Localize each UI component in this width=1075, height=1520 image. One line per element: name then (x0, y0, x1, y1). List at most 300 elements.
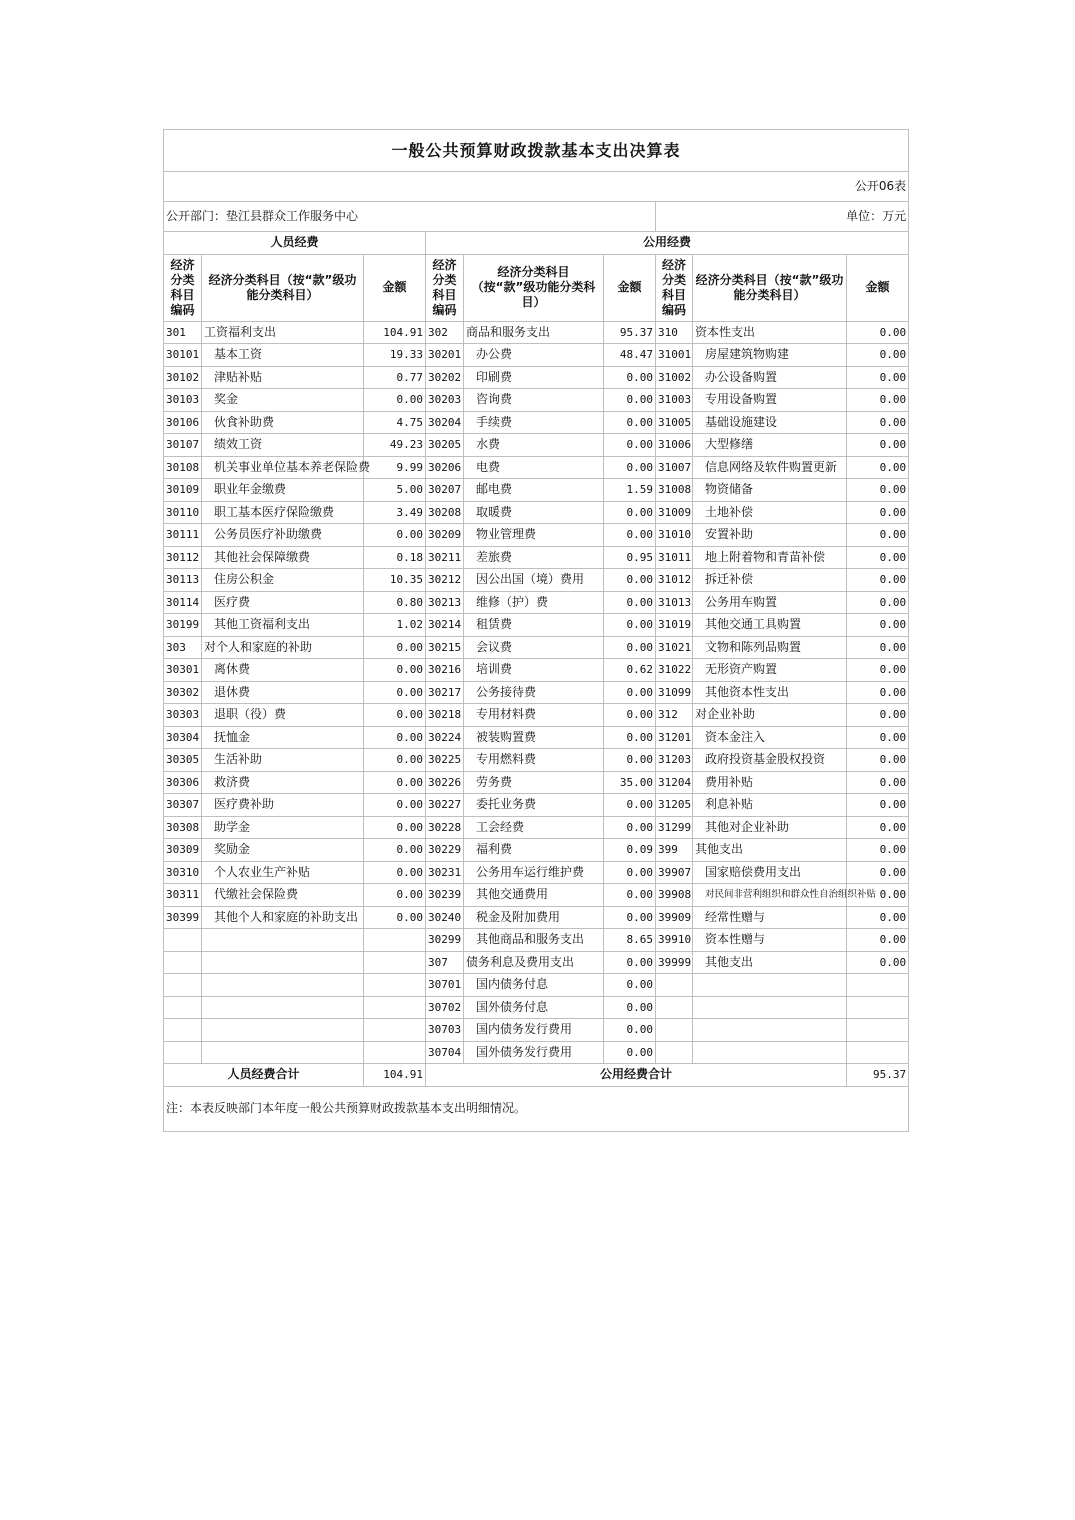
table-cell-code-personnel: 30102 (164, 366, 202, 389)
table-row (164, 726, 909, 749)
table-cell-name-public: 国内债务发行费用 (464, 1019, 604, 1042)
table-cell-amount-public: 0.00 (604, 951, 656, 974)
public-total-value: 95.37 (847, 1064, 909, 1087)
table-cell-code-public: 30217 (426, 681, 464, 704)
table-cell-code-personnel (164, 996, 202, 1019)
table-cell-amount-personnel: 0.77 (364, 366, 426, 389)
table-row (164, 321, 909, 344)
header-code-1: 经济分类科目编码 (164, 254, 202, 321)
table-cell-code-personnel: 30106 (164, 411, 202, 434)
table-cell-code-capital: 31205 (656, 794, 693, 817)
table-cell-code-public: 30207 (426, 479, 464, 502)
table-cell-amount-capital: 0.00 (847, 951, 909, 974)
table-cell-amount-public: 0.00 (604, 884, 656, 907)
table-cell-name-public: 物业管理费 (464, 524, 604, 547)
table-row (164, 861, 909, 884)
table-cell-name-public: 劳务费 (464, 771, 604, 794)
table-cell-amount-public: 8.65 (604, 929, 656, 952)
table-cell-code-personnel: 30109 (164, 479, 202, 502)
table-cell-name-public: 委托业务费 (464, 794, 604, 817)
table-cell-amount-personnel: 0.18 (364, 546, 426, 569)
header-code-2: 经济分类科目编码 (426, 254, 464, 321)
table-cell-amount-public: 0.00 (604, 1019, 656, 1042)
table-cell-name-capital: 其他交通工具购置 (693, 614, 847, 637)
table-cell-amount-capital: 0.00 (847, 479, 909, 502)
table-row (164, 389, 909, 412)
table-cell-name-capital: 拆迁补偿 (693, 569, 847, 592)
table-cell-amount-public: 0.00 (604, 434, 656, 457)
table-cell-amount-public: 0.00 (604, 974, 656, 997)
table-cell-code-capital: 312 (656, 704, 693, 727)
table-cell-code-public: 30224 (426, 726, 464, 749)
table-cell-code-public: 30201 (426, 344, 464, 367)
table-cell-code-public: 30209 (426, 524, 464, 547)
table-cell-amount-personnel: 0.00 (364, 906, 426, 929)
table-cell-name-capital (693, 974, 847, 997)
table-cell-name-capital: 其他资本性支出 (693, 681, 847, 704)
header-name-1: 经济分类科目（按“款”级功能分类科目） (202, 254, 364, 321)
table-cell-code-capital: 31010 (656, 524, 693, 547)
table-cell-amount-capital: 0.00 (847, 884, 909, 907)
table-cell-name-public: 邮电费 (464, 479, 604, 502)
table-cell-name-personnel: 机关事业单位基本养老保险费 (202, 456, 364, 479)
table-cell-name-public: 其他商品和服务支出 (464, 929, 604, 952)
table-row (164, 884, 909, 907)
table-cell-code-personnel: 30101 (164, 344, 202, 367)
table-cell-amount-public: 0.00 (604, 366, 656, 389)
table-cell-code-personnel: 30305 (164, 749, 202, 772)
table-title: 一般公共预算财政拨款基本支出决算表 (164, 130, 909, 172)
table-cell-amount-public: 0.00 (604, 501, 656, 524)
table-cell-amount-personnel (364, 974, 426, 997)
table-cell-amount-public: 48.47 (604, 344, 656, 367)
table-cell-code-capital: 31019 (656, 614, 693, 637)
table-row (164, 569, 909, 592)
table-cell-name-public: 国内债务付息 (464, 974, 604, 997)
table-cell-code-personnel: 30107 (164, 434, 202, 457)
table-cell-name-public: 维修（护）费 (464, 591, 604, 614)
table-cell-amount-public: 0.00 (604, 1041, 656, 1064)
table-cell-code-public: 30702 (426, 996, 464, 1019)
table-cell-code-capital (656, 1019, 693, 1042)
table-cell-code-personnel: 30301 (164, 659, 202, 682)
table-cell-amount-public: 0.00 (604, 794, 656, 817)
table-cell-name-personnel (202, 929, 364, 952)
table-cell-code-capital: 31008 (656, 479, 693, 502)
table-cell-code-capital: 31099 (656, 681, 693, 704)
table-cell-amount-public: 0.00 (604, 681, 656, 704)
table-cell-amount-public: 0.09 (604, 839, 656, 862)
table-cell-code-public: 30205 (426, 434, 464, 457)
table-cell-amount-capital: 0.00 (847, 569, 909, 592)
table-cell-name-personnel: 公务员医疗补助缴费 (202, 524, 364, 547)
table-cell-code-public: 30226 (426, 771, 464, 794)
table-cell-code-public: 30227 (426, 794, 464, 817)
table-cell-name-public: 电费 (464, 456, 604, 479)
table-cell-amount-public: 0.00 (604, 389, 656, 412)
table-cell-name-capital: 对民间非营利组织和群众性自治组织补贴 (693, 884, 847, 907)
table-row (164, 816, 909, 839)
table-cell-code-capital (656, 996, 693, 1019)
table-cell-code-capital: 31006 (656, 434, 693, 457)
table-cell-amount-public: 1.59 (604, 479, 656, 502)
table-cell-code-public: 30215 (426, 636, 464, 659)
table-cell-code-capital: 31299 (656, 816, 693, 839)
table-cell-name-public: 会议费 (464, 636, 604, 659)
table-row (164, 659, 909, 682)
table-cell-name-capital: 费用补贴 (693, 771, 847, 794)
table-cell-name-personnel: 伙食补助费 (202, 411, 364, 434)
table-cell-name-personnel: 救济费 (202, 771, 364, 794)
table-cell-amount-capital: 0.00 (847, 344, 909, 367)
table-cell-amount-public: 0.00 (604, 456, 656, 479)
table-row (164, 479, 909, 502)
table-cell-name-capital: 办公设备购置 (693, 366, 847, 389)
budget-table-sheet (163, 129, 908, 1132)
table-cell-name-personnel: 个人农业生产补贴 (202, 861, 364, 884)
table-cell-name-capital: 资本金注入 (693, 726, 847, 749)
table-cell-amount-public: 0.00 (604, 591, 656, 614)
table-cell-code-public: 30703 (426, 1019, 464, 1042)
table-cell-name-capital: 房屋建筑物购建 (693, 344, 847, 367)
table-cell-amount-personnel (364, 1019, 426, 1042)
table-cell-code-personnel: 30111 (164, 524, 202, 547)
table-cell-code-public: 30204 (426, 411, 464, 434)
table-cell-name-public: 公务用车运行维护费 (464, 861, 604, 884)
table-cell-amount-public: 0.00 (604, 614, 656, 637)
table-cell-code-personnel: 303 (164, 636, 202, 659)
table-cell-amount-personnel: 0.00 (364, 681, 426, 704)
table-cell-code-capital: 31012 (656, 569, 693, 592)
table-row (164, 614, 909, 637)
table-cell-amount-capital: 0.00 (847, 524, 909, 547)
table-row (164, 524, 909, 547)
table-cell-amount-personnel: 0.00 (364, 636, 426, 659)
table-cell-code-personnel: 30306 (164, 771, 202, 794)
table-cell-name-personnel: 基本工资 (202, 344, 364, 367)
table-cell-name-personnel (202, 1041, 364, 1064)
table-row (164, 749, 909, 772)
table-cell-amount-public: 0.00 (604, 636, 656, 659)
table-cell-name-capital: 资本性赠与 (693, 929, 847, 952)
table-cell-amount-public: 35.00 (604, 771, 656, 794)
section-personnel-header: 人员经费 (164, 232, 426, 255)
table-cell-amount-personnel (364, 1041, 426, 1064)
table-cell-code-capital: 31201 (656, 726, 693, 749)
table-cell-name-personnel: 抚恤金 (202, 726, 364, 749)
table-cell-amount-public: 0.00 (604, 749, 656, 772)
table-cell-code-capital: 31009 (656, 501, 693, 524)
table-row (164, 929, 909, 952)
table-cell-name-capital: 公务用车购置 (693, 591, 847, 614)
table-cell-amount-public: 0.00 (604, 411, 656, 434)
table-cell-code-capital: 39908 (656, 884, 693, 907)
table-row (164, 771, 909, 794)
table-row (164, 996, 909, 1019)
table-cell-name-personnel: 离休费 (202, 659, 364, 682)
table-cell-amount-public: 0.00 (604, 726, 656, 749)
table-cell-code-personnel: 30310 (164, 861, 202, 884)
table-row (164, 591, 909, 614)
table-row (164, 434, 909, 457)
table-cell-code-capital: 31013 (656, 591, 693, 614)
table-cell-name-personnel: 助学金 (202, 816, 364, 839)
table-cell-code-personnel: 30303 (164, 704, 202, 727)
table-cell-amount-capital: 0.00 (847, 434, 909, 457)
table-cell-name-capital: 信息网络及软件购置更新 (693, 456, 847, 479)
table-cell-code-public: 30208 (426, 501, 464, 524)
table-cell-name-capital: 土地补偿 (693, 501, 847, 524)
table-cell-name-public: 手续费 (464, 411, 604, 434)
table-cell-amount-personnel: 3.49 (364, 501, 426, 524)
table-cell-name-capital: 其他对企业补助 (693, 816, 847, 839)
table-cell-code-public: 30211 (426, 546, 464, 569)
table-cell-code-personnel: 30307 (164, 794, 202, 817)
personnel-total-label: 人员经费合计 (164, 1064, 364, 1087)
table-cell-code-capital: 31011 (656, 546, 693, 569)
table-cell-name-personnel: 津贴补贴 (202, 366, 364, 389)
table-row (164, 839, 909, 862)
table-cell-amount-personnel: 0.00 (364, 659, 426, 682)
table-cell-name-personnel: 其他工资福利支出 (202, 614, 364, 637)
table-cell-amount-personnel: 0.00 (364, 524, 426, 547)
table-cell-amount-public: 0.00 (604, 996, 656, 1019)
table-cell-amount-personnel (364, 951, 426, 974)
table-cell-name-public: 商品和服务支出 (464, 321, 604, 344)
table-cell-code-capital: 31203 (656, 749, 693, 772)
section-public-header: 公用经费 (426, 232, 909, 255)
table-cell-name-personnel: 退休费 (202, 681, 364, 704)
table-cell-amount-capital: 0.00 (847, 614, 909, 637)
table-cell-amount-personnel: 0.00 (364, 704, 426, 727)
table-cell-name-public: 其他交通费用 (464, 884, 604, 907)
table-cell-amount-capital: 0.00 (847, 366, 909, 389)
table-cell-amount-personnel: 19.33 (364, 344, 426, 367)
table-cell-code-capital: 31001 (656, 344, 693, 367)
table-cell-code-capital: 31003 (656, 389, 693, 412)
table-cell-code-capital: 31022 (656, 659, 693, 682)
personnel-total-value: 104.91 (364, 1064, 426, 1087)
table-cell-name-capital: 大型修缮 (693, 434, 847, 457)
table-cell-name-public: 印刷费 (464, 366, 604, 389)
form-number: 公开06表 (164, 172, 909, 202)
table-cell-code-personnel: 30308 (164, 816, 202, 839)
table-cell-name-public: 租赁费 (464, 614, 604, 637)
department-label: 公开部门：垫江县群众工作服务中心 (164, 202, 656, 232)
table-cell-amount-capital: 0.00 (847, 546, 909, 569)
table-cell-name-personnel: 其他社会保障缴费 (202, 546, 364, 569)
table-cell-amount-personnel: 104.91 (364, 321, 426, 344)
table-cell-name-personnel: 其他个人和家庭的补助支出 (202, 906, 364, 929)
table-cell-name-public: 债务利息及费用支出 (464, 951, 604, 974)
table-cell-code-public: 30216 (426, 659, 464, 682)
table-cell-amount-capital (847, 974, 909, 997)
table-row (164, 344, 909, 367)
table-cell-name-personnel: 住房公积金 (202, 569, 364, 592)
table-cell-name-personnel: 医疗费补助 (202, 794, 364, 817)
table-row (164, 1019, 909, 1042)
table-cell-name-personnel: 退职（役）费 (202, 704, 364, 727)
table-cell-amount-personnel: 0.00 (364, 749, 426, 772)
table-cell-name-public: 因公出国（境）费用 (464, 569, 604, 592)
table-note: 注：本表反映部门本年度一般公共预算财政拨款基本支出明细情况。 (164, 1086, 909, 1131)
table-cell-name-capital: 地上附着物和青苗补偿 (693, 546, 847, 569)
table-cell-name-capital: 专用设备购置 (693, 389, 847, 412)
table-row (164, 794, 909, 817)
table-cell-amount-capital: 0.00 (847, 816, 909, 839)
table-cell-code-personnel: 30112 (164, 546, 202, 569)
table-cell-amount-capital: 0.00 (847, 704, 909, 727)
table-cell-code-personnel: 30399 (164, 906, 202, 929)
table-cell-code-public: 30240 (426, 906, 464, 929)
table-cell-amount-public: 0.00 (604, 906, 656, 929)
public-total-label: 公用经费合计 (426, 1064, 847, 1087)
table-cell-amount-capital: 0.00 (847, 636, 909, 659)
table-row (164, 636, 909, 659)
table-cell-code-personnel: 30103 (164, 389, 202, 412)
table-cell-amount-capital (847, 1019, 909, 1042)
table-cell-code-personnel: 30304 (164, 726, 202, 749)
table-cell-name-capital: 对企业补助 (693, 704, 847, 727)
table-cell-code-public: 30299 (426, 929, 464, 952)
table-cell-code-public: 30704 (426, 1041, 464, 1064)
table-cell-name-personnel: 对个人和家庭的补助 (202, 636, 364, 659)
table-cell-amount-personnel: 10.35 (364, 569, 426, 592)
table-cell-name-public: 培训费 (464, 659, 604, 682)
table-row (164, 681, 909, 704)
table-cell-amount-capital: 0.00 (847, 501, 909, 524)
table-cell-code-public: 30229 (426, 839, 464, 862)
table-cell-code-personnel: 30113 (164, 569, 202, 592)
table-cell-code-public: 30214 (426, 614, 464, 637)
table-cell-amount-public: 0.00 (604, 524, 656, 547)
table-cell-name-personnel (202, 951, 364, 974)
header-amount-2: 金额 (604, 254, 656, 321)
table-cell-amount-capital: 0.00 (847, 321, 909, 344)
table-cell-name-capital: 无形资产购置 (693, 659, 847, 682)
table-row (164, 366, 909, 389)
table-cell-code-public: 30701 (426, 974, 464, 997)
table-cell-name-public: 工会经费 (464, 816, 604, 839)
table-cell-name-personnel: 医疗费 (202, 591, 364, 614)
table-cell-amount-capital: 0.00 (847, 839, 909, 862)
table-cell-code-personnel: 30309 (164, 839, 202, 862)
table-cell-amount-personnel: 0.00 (364, 389, 426, 412)
table-cell-code-public: 30213 (426, 591, 464, 614)
table-cell-amount-public: 0.00 (604, 704, 656, 727)
unit-label: 单位：万元 (656, 202, 909, 232)
table-cell-amount-public: 95.37 (604, 321, 656, 344)
table-cell-amount-capital: 0.00 (847, 929, 909, 952)
table-cell-amount-public: 0.00 (604, 816, 656, 839)
table-cell-name-personnel: 奖金 (202, 389, 364, 412)
table-cell-code-public: 30206 (426, 456, 464, 479)
table-cell-amount-personnel: 4.75 (364, 411, 426, 434)
table-cell-amount-capital: 0.00 (847, 749, 909, 772)
table-cell-name-personnel: 职工基本医疗保险缴费 (202, 501, 364, 524)
table-cell-amount-personnel: 0.00 (364, 771, 426, 794)
table-cell-code-public: 30231 (426, 861, 464, 884)
table-cell-amount-personnel: 0.80 (364, 591, 426, 614)
table-cell-amount-capital (847, 996, 909, 1019)
table-cell-name-capital: 资本性支出 (693, 321, 847, 344)
table-cell-name-capital: 政府投资基金股权投资 (693, 749, 847, 772)
table-cell-amount-capital: 0.00 (847, 794, 909, 817)
header-amount-3: 金额 (847, 254, 909, 321)
table-cell-name-personnel: 奖励金 (202, 839, 364, 862)
table-cell-code-capital (656, 974, 693, 997)
table-cell-amount-personnel (364, 996, 426, 1019)
table-cell-name-capital: 其他支出 (693, 951, 847, 974)
header-amount-1: 金额 (364, 254, 426, 321)
table-row (164, 456, 909, 479)
table-cell-code-capital (656, 1041, 693, 1064)
table-cell-name-personnel: 绩效工资 (202, 434, 364, 457)
table-row (164, 1041, 909, 1064)
table-cell-name-personnel: 工资福利支出 (202, 321, 364, 344)
table-cell-amount-capital: 0.00 (847, 681, 909, 704)
table-row (164, 704, 909, 727)
table-cell-amount-personnel: 0.00 (364, 794, 426, 817)
table-cell-code-public: 307 (426, 951, 464, 974)
table-cell-name-capital: 经常性赠与 (693, 906, 847, 929)
table-cell-code-public: 30212 (426, 569, 464, 592)
table-cell-code-public: 30218 (426, 704, 464, 727)
table-cell-code-capital: 39909 (656, 906, 693, 929)
table-row (164, 501, 909, 524)
table-cell-name-personnel: 生活补助 (202, 749, 364, 772)
table-row (164, 411, 909, 434)
table-cell-amount-public: 0.00 (604, 861, 656, 884)
table-cell-code-personnel: 30108 (164, 456, 202, 479)
table-cell-name-public: 专用材料费 (464, 704, 604, 727)
table-cell-code-personnel (164, 929, 202, 952)
table-cell-name-public: 差旅费 (464, 546, 604, 569)
table-cell-code-capital: 31007 (656, 456, 693, 479)
table-cell-name-public: 水费 (464, 434, 604, 457)
table-cell-code-personnel: 30110 (164, 501, 202, 524)
table-cell-name-personnel (202, 996, 364, 1019)
table-cell-name-public: 国外债务付息 (464, 996, 604, 1019)
table-cell-name-capital: 物资储备 (693, 479, 847, 502)
table-cell-name-public: 专用燃料费 (464, 749, 604, 772)
table-cell-name-capital: 安置补助 (693, 524, 847, 547)
table-cell-name-public: 公务接待费 (464, 681, 604, 704)
table-cell-amount-capital: 0.00 (847, 861, 909, 884)
table-cell-code-personnel: 30311 (164, 884, 202, 907)
table-cell-code-personnel: 301 (164, 321, 202, 344)
table-cell-code-public: 30239 (426, 884, 464, 907)
table-cell-amount-capital: 0.00 (847, 389, 909, 412)
table-cell-code-capital: 39910 (656, 929, 693, 952)
table-cell-name-public: 福利费 (464, 839, 604, 862)
table-cell-amount-personnel: 0.00 (364, 726, 426, 749)
table-cell-amount-capital: 0.00 (847, 456, 909, 479)
table-cell-code-personnel (164, 1019, 202, 1042)
table-cell-name-personnel: 代缴社会保险费 (202, 884, 364, 907)
table-cell-name-capital: 国家赔偿费用支出 (693, 861, 847, 884)
table-cell-name-capital: 利息补贴 (693, 794, 847, 817)
table-cell-name-public: 税金及附加费用 (464, 906, 604, 929)
table-cell-name-public: 取暖费 (464, 501, 604, 524)
table-row (164, 951, 909, 974)
header-code-3: 经济分类科目编码 (656, 254, 693, 321)
table-cell-amount-personnel (364, 929, 426, 952)
table-cell-code-public: 302 (426, 321, 464, 344)
table-cell-amount-public: 0.62 (604, 659, 656, 682)
table-cell-name-capital (693, 996, 847, 1019)
table-cell-amount-capital: 0.00 (847, 906, 909, 929)
